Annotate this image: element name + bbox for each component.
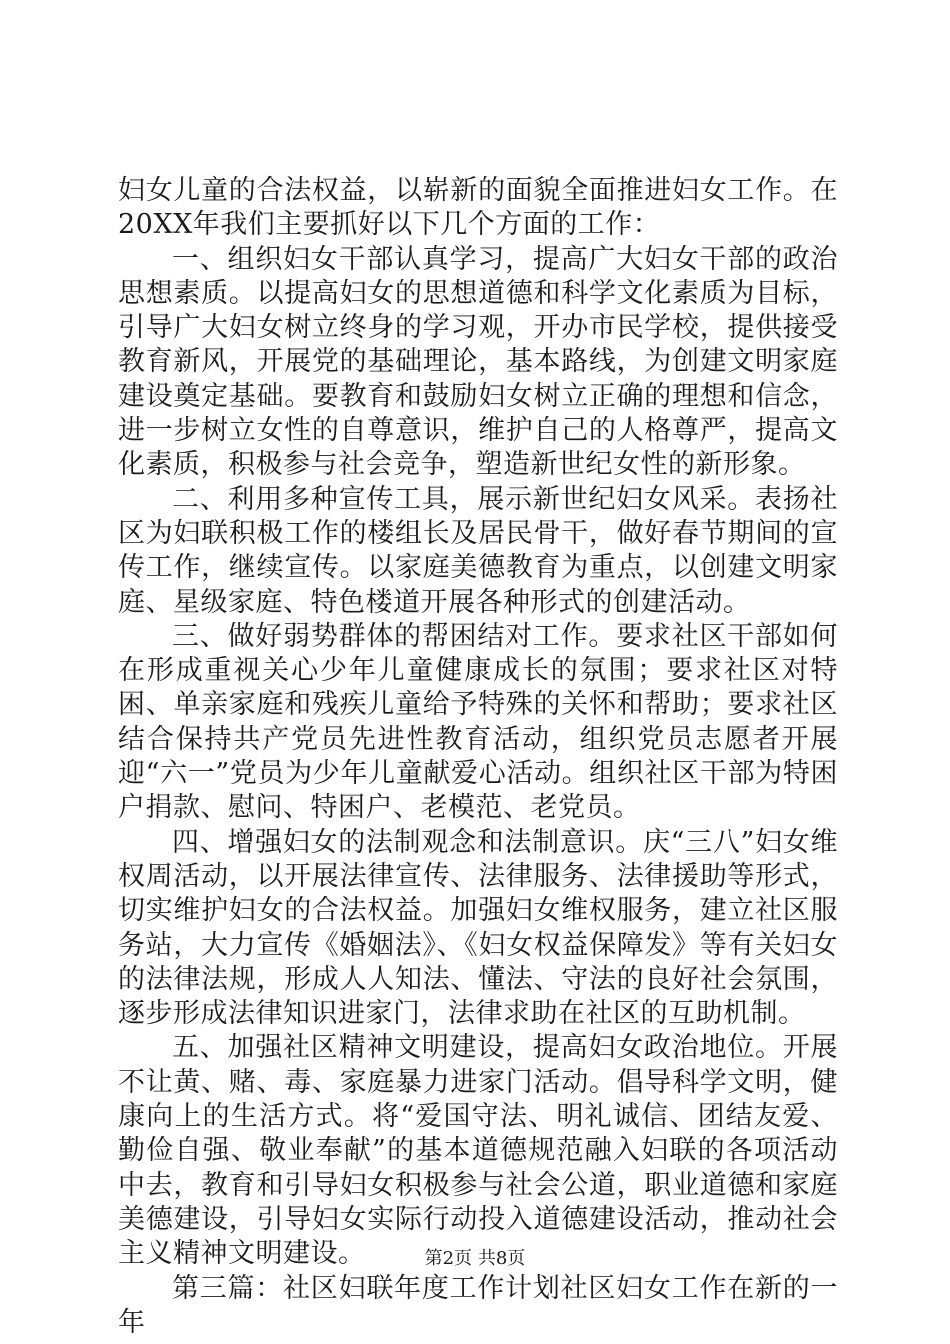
paragraph-section-heading: 第三篇：社区妇联年度工作计划社区妇女工作在新的一年 [118,1272,838,1338]
paragraph-item-1: 一、组织妇女干部认真学习，提高广大妇女干部的政治思想素质。以提高妇女的思想道德和科学文化素质为目标，引导广大妇女树立终身的学习观，开办市民学校，提供接受教育新风，开展党的基础理论，基本路线，为创建文明家庭建设奠定基础。要教育和鼓励妇女树立正确的理想和信念，进一步树立女性的自尊意识，维护自己的人格尊严，提高文化素质，积极参与社会竞争，塑造新世纪女性的新形象。 [118,243,838,481]
paragraph-intro: 妇女儿童的合法权益，以崭新的面貌全面推进妇女工作。在20XX年我们主要抓好以下几个方面的工作： [118,175,838,241]
page-footer: 第2页 共8页 [424,1248,526,1269]
paragraph-item-3: 三、做好弱势群体的帮困结对工作。要求社区干部如何在形成重视关心少年儿童健康成长的氛围；要求社区对特困、单亲家庭和残疾儿童给予特殊的关怀和帮助；要求社区结合保持共产党员先进性教育活动，组织党员志愿者开展迎“六一”党员为少年儿童献爱心活动。组织社区干部为特困户捐款、慰问、特困户、老模范、老党员。 [118,620,838,824]
paragraph-item-4: 四、增强妇女的法制观念和法制意识。庆“三八”妇女维权周活动，以开展法律宣传、法律服务、法律援助等形式，切实维护妇女的合法权益。加强妇女维权服务，建立社区服务站，大力宣传《婚姻法》、《妇女权益保障发》等有关妇女的法律法规，形成人人知法、懂法、守法的良好社会氛围，逐步形成法律知识进家门，法律求助在社区的互助机制。 [118,826,838,1030]
paragraph-item-5: 五、加强社区精神文明建设，提高妇女政治地位。开展不让黄、赌、毒、家庭暴力进家门活动。倡导科学文明，健康向上的生活方式。将“爱国守法、明礼诚信、团结友爱、勤俭自强、敬业奉献”的基本道德规范融入妇联的各项活动中去，教育和引导妇女积极参与社会公道，职业道德和家庭美德建设，引导妇女实际行动投入道德建设活动，推动社会主义精神文明建设。 [118,1032,838,1270]
paragraph-item-2: 二、利用多种宣传工具，展示新世纪妇女风采。表扬社区为妇联积极工作的楼组长及居民骨干，做好春节期间的宣传工作，继续宣传。以家庭美德教育为重点，以创建文明家庭、星级家庭、特色楼道开展各种形式的创建活动。 [118,483,838,618]
document-body [118,174,838,1340]
